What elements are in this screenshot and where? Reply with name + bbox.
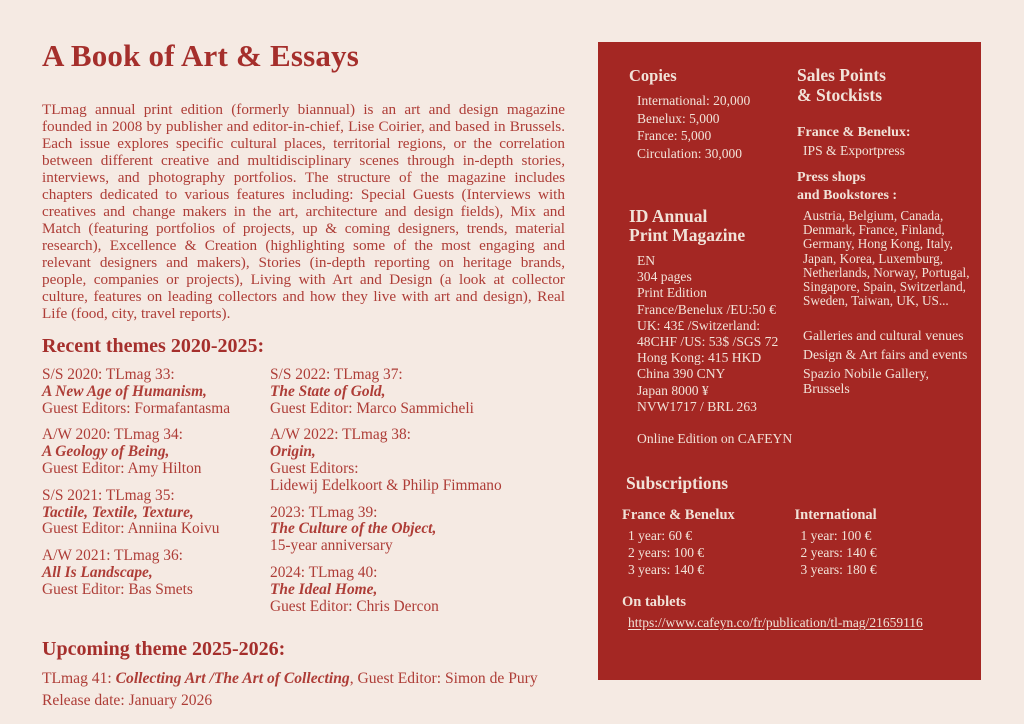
id-magazine-heading-line: ID Annual xyxy=(629,206,708,226)
panel-right-column xyxy=(797,66,971,400)
subscriptions-france-prices xyxy=(622,527,795,578)
theme-credit: Guest Editors: xyxy=(270,459,359,477)
theme-credit: Guest Editor: Amy Hilton xyxy=(42,459,202,477)
theme-credit: Guest Editor: Chris Dercon xyxy=(270,597,439,615)
theme-item xyxy=(42,548,270,598)
copies-item: Benelux: 5,000 xyxy=(637,110,720,126)
subscriptions-france-label: France & Benelux xyxy=(622,507,735,523)
id-spec-item: France/Benelux /EU:50 € xyxy=(637,301,776,317)
release-date: Release date: January 2026 xyxy=(42,692,213,710)
theme-title: A Geology of Being, xyxy=(42,443,170,461)
id-spec-item: 48CHF /US: 53$ /SGS 72 xyxy=(637,334,779,350)
theme-issue: A/W 2022: TLmag 38: xyxy=(270,426,411,444)
sales-points-heading-line: Sales Points xyxy=(797,65,886,85)
theme-title: Tactile, Textile, Texture, xyxy=(42,503,194,521)
theme-issue: S/S 2022: TLmag 37: xyxy=(270,366,403,383)
left-page xyxy=(42,38,565,712)
subscriptions-international-column xyxy=(795,507,968,578)
recent-themes-list xyxy=(42,367,565,625)
subscriptions-france-column xyxy=(622,507,795,578)
id-spec-item: NVW1717 / BRL 263 xyxy=(637,398,757,414)
subscriptions-heading: Subscriptions xyxy=(626,473,729,493)
id-magazine-heading-line: Print Magazine xyxy=(629,225,746,245)
theme-credit: Guest Editor: Bas Smets xyxy=(42,580,193,598)
theme-title: All Is Landscape, xyxy=(42,563,153,581)
theme-credit: Lidewij Edelkoort & Philip Fimmano xyxy=(270,476,502,494)
upcoming-theme-heading: Upcoming theme 2025-2026: xyxy=(42,638,286,661)
id-spec-item: UK: 43£ /Switzerland: xyxy=(637,317,761,333)
recent-themes-heading: Recent themes 2020-2025: xyxy=(42,335,265,357)
upcoming-editor: , Guest Editor: Simon de Pury xyxy=(349,670,538,688)
theme-item xyxy=(42,488,270,538)
price-item: 3 years: 140 € xyxy=(628,562,705,577)
venues-list xyxy=(797,328,971,396)
theme-item xyxy=(270,565,565,615)
sales-points-heading xyxy=(797,66,971,105)
upcoming-title: Collecting Art /The Art of Collecting xyxy=(115,670,350,688)
intro-paragraph: TLmag annual print edition (formerly biannual) is an art and design magazine founded in 2008 by publisher and editor-in-chief, Lise Coirier, and based in Brussels. Each issue explores specific cultural places, territorial regions, or the correlation between different creative and multidisciplinary scenes through in-depth stories, interviews, and photography portfolios. The structure of the magazine includes chapters dedicated to various features including: Special Guests (Interviews with creatives and change makers in the art, architecture and design fields), Mix and Match (featuring portfolios of projects, up & coming designers, trends, material research), Excellence & Creation (highlighting some of the most engaging and relevant designers and makers), Stories (in-depth reporting on heritage brands, people, companies or projects), Living with Art and Design (a look at collector culture, features on leading collectors and how they live with art and design), Real Life (food, city, travel reports). xyxy=(42,101,565,322)
panel-left-column xyxy=(629,66,795,447)
copies-list xyxy=(629,92,795,162)
upcoming-theme-line xyxy=(42,668,565,690)
on-tablets-heading: On tablets xyxy=(622,594,687,610)
copies-heading: Copies xyxy=(629,66,677,85)
theme-item xyxy=(42,427,270,477)
theme-issue: S/S 2021: TLmag 35: xyxy=(42,486,175,504)
theme-credit: Guest Editor: Marco Sammicheli xyxy=(270,399,474,417)
theme-issue: 2024: TLmag 40: xyxy=(270,563,378,581)
sales-points-heading-line: & Stockists xyxy=(797,84,883,105)
themes-column-right xyxy=(270,367,565,625)
theme-issue: A/W 2020: TLmag 34: xyxy=(42,426,183,444)
sales-france-value: IPS & Exportpress xyxy=(803,143,905,158)
id-magazine-specs xyxy=(629,253,795,415)
theme-title: The Culture of the Object, xyxy=(270,520,437,538)
cafeyn-link[interactable]: https://www.cafeyn.co/fr/publication/tl-mag/21659116 xyxy=(628,615,923,630)
venue-item: Design & Art fairs and events xyxy=(803,347,968,363)
sales-france-label: France & Benelux: xyxy=(797,125,911,140)
subscriptions-international-label: International xyxy=(794,507,877,523)
price-item: 2 years: 100 € xyxy=(628,545,705,560)
copies-item: Circulation: 30,000 xyxy=(637,145,742,161)
theme-credit: Guest Editors: Formafantasma xyxy=(42,399,231,417)
theme-credit: 15-year anniversary xyxy=(270,537,393,555)
theme-title: A New Age of Humanism, xyxy=(42,382,207,400)
stockist-countries: Austria, Belgium, Canada, Denmark, France, Finland, Germany, Hong Kong, Italy, Japan, Korea, Luxemburg, Netherlands, Norway, Portugal, Singapore, Spain, Switzerland, Sweden, Taiwan, UK, US... xyxy=(803,208,970,309)
themes-column-left xyxy=(42,367,270,625)
id-spec-item: Japan 8000 ¥ xyxy=(637,382,709,398)
theme-item xyxy=(270,367,565,417)
theme-item xyxy=(42,367,270,417)
theme-item xyxy=(270,505,565,555)
id-magazine-heading xyxy=(629,207,795,245)
theme-issue: S/S 2020: TLmag 33: xyxy=(42,366,175,383)
venue-item: Spazio Nobile Gallery, Brussels xyxy=(803,366,929,397)
price-item: 1 year: 100 € xyxy=(800,528,872,543)
copies-item: International: 20,000 xyxy=(637,93,751,108)
theme-issue: 2023: TLmag 39: xyxy=(270,503,378,521)
press-shops-label xyxy=(797,169,971,205)
subscriptions-international-prices xyxy=(795,527,968,578)
price-item: 1 year: 60 € xyxy=(628,528,693,543)
price-item: 2 years: 140 € xyxy=(800,545,877,560)
press-shops-label-line: Press shops xyxy=(797,170,866,185)
subscriptions-columns xyxy=(622,507,967,578)
press-shops-label-line: and Bookstores : xyxy=(797,188,898,203)
id-spec-item: EN xyxy=(637,253,656,268)
theme-item xyxy=(270,427,565,494)
upcoming-prefix: TLmag 41: xyxy=(42,670,116,688)
id-spec-item: China 390 CNY xyxy=(637,366,726,382)
panel-bottom-section xyxy=(622,473,967,632)
id-spec-item: 304 pages xyxy=(637,269,692,285)
price-item: 3 years: 180 € xyxy=(800,562,877,577)
theme-title: Origin, xyxy=(270,443,316,461)
theme-title: The State of Gold, xyxy=(270,382,386,400)
theme-credit: Guest Editor: Anniina Koivu xyxy=(42,520,220,538)
id-spec-item: Print Edition xyxy=(637,285,707,301)
info-panel xyxy=(598,42,981,680)
venue-item: Galleries and cultural venues xyxy=(803,328,964,344)
theme-title: The Ideal Home, xyxy=(270,580,378,598)
theme-issue: A/W 2021: TLmag 36: xyxy=(42,547,183,565)
id-spec-item: Hong Kong: 415 HKD xyxy=(637,350,762,366)
page-title: A Book of Art & Essays xyxy=(42,38,360,73)
online-edition-note: Online Edition on CAFEYN xyxy=(637,431,793,447)
copies-item: France: 5,000 xyxy=(637,128,712,143)
